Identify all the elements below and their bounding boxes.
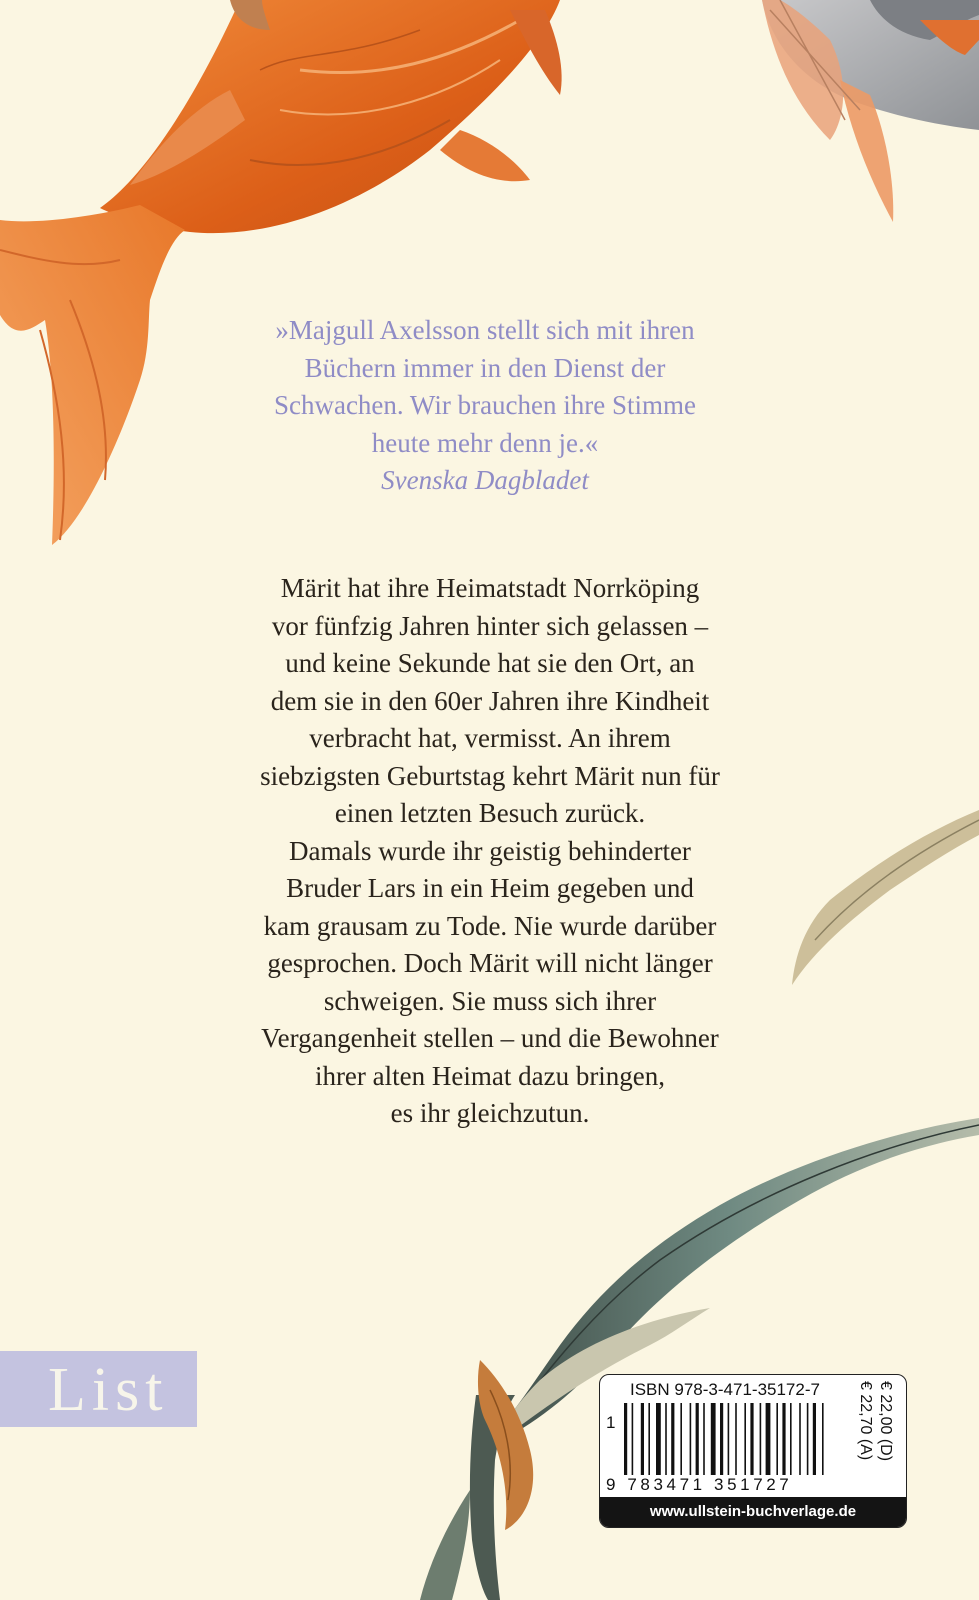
price-austria: € 22,70 (A) (857, 1381, 874, 1461)
quote-line: heute mehr denn je.« (371, 427, 599, 458)
barcode-bar (766, 1403, 771, 1475)
publisher-logo-text: List (48, 1356, 169, 1424)
book-description (180, 570, 800, 1133)
barcode-bar (720, 1403, 723, 1475)
publisher-logo (0, 1351, 197, 1427)
barcode-bar (735, 1403, 737, 1475)
description-line: und keine Sekunde hat sie den Ort, an (285, 648, 695, 678)
barcode-bar (632, 1403, 634, 1475)
silver-fish-illustration (762, 0, 979, 222)
description-line: einen letzten Besuch zurück. (334, 798, 646, 828)
barcode-bar (760, 1403, 762, 1475)
description-line: gesprochen. Doch Märit will nicht länger (267, 948, 713, 978)
barcode-bar (656, 1403, 661, 1475)
barcode-bar (641, 1403, 644, 1475)
description-line: siebzigsten Geburtstag kehrt Märit nun für (260, 760, 720, 791)
description-line: schweigen. Sie muss sich ihrer (323, 985, 657, 1016)
barcode-bar (711, 1403, 716, 1475)
publisher-url-bar (600, 1497, 906, 1527)
barcode-bar (813, 1403, 816, 1475)
description-line: Vergangenheit stellen – und die Bewohner (261, 1023, 719, 1053)
description-line: vor fünfzig Jahren hinter sich gelassen – (271, 610, 709, 641)
barcode-bar (703, 1403, 705, 1475)
barcode-bar (728, 1403, 730, 1475)
description-line: Märit hat ihre Heimatstadt Norrköping (280, 573, 700, 603)
barcode-bar (790, 1403, 792, 1475)
quote-line: Schwachen. Wir brauchen ihre Stimme (273, 390, 697, 420)
barcode-bar (665, 1403, 667, 1475)
barcode-bar (822, 1403, 824, 1475)
barcode-bar (744, 1403, 746, 1475)
barcode-digits: 9 783471 351727 (606, 1475, 793, 1494)
barcode-bar (776, 1403, 778, 1475)
description-line: Damals wurde ihr geistig behinderter (289, 835, 691, 866)
price-block (854, 1381, 894, 1491)
barcode-bar (648, 1403, 650, 1475)
quote-line: »Majgull Axelsson stellt sich mit ihren (275, 315, 695, 345)
barcode-label (599, 1374, 907, 1528)
barcode-bar (750, 1403, 753, 1475)
barcode-bar (807, 1403, 809, 1475)
barcode-bar (696, 1403, 699, 1475)
description-line: es ihr gleichzutun. (390, 1098, 590, 1128)
barcode-bar (799, 1403, 801, 1475)
barcode-bar (671, 1403, 674, 1475)
description-line: dem sie in den 60er Jahren ihre Kindheit (270, 685, 710, 716)
barcode-bars (624, 1403, 832, 1475)
isbn-number: ISBN 978-3-471-35172-7 (630, 1380, 820, 1399)
barcode-bar (782, 1403, 785, 1475)
barcode-bar (680, 1403, 682, 1475)
description-line: kam grausam zu Tode. Nie wurde darüber (263, 910, 717, 941)
barcode-bar (624, 1403, 627, 1475)
publisher-url: www.ullstein-buchverlage.de (649, 1503, 857, 1520)
quote-line: Büchern immer in den Dienst der (304, 352, 666, 383)
description-line: verbracht hat, vermisst. An ihrem (309, 723, 671, 753)
description-line: Bruder Lars in ein Heim gegeben und (286, 873, 694, 903)
review-quote (190, 312, 780, 500)
price-germany: € 22,00 (D) (877, 1381, 894, 1462)
barcode-bar (690, 1403, 692, 1475)
description-line: ihrer alten Heimat dazu bringen, (314, 1060, 666, 1091)
quote-source: Svenska Dagbladet (381, 465, 589, 495)
barcode-lead-digit: 1 (606, 1413, 616, 1432)
